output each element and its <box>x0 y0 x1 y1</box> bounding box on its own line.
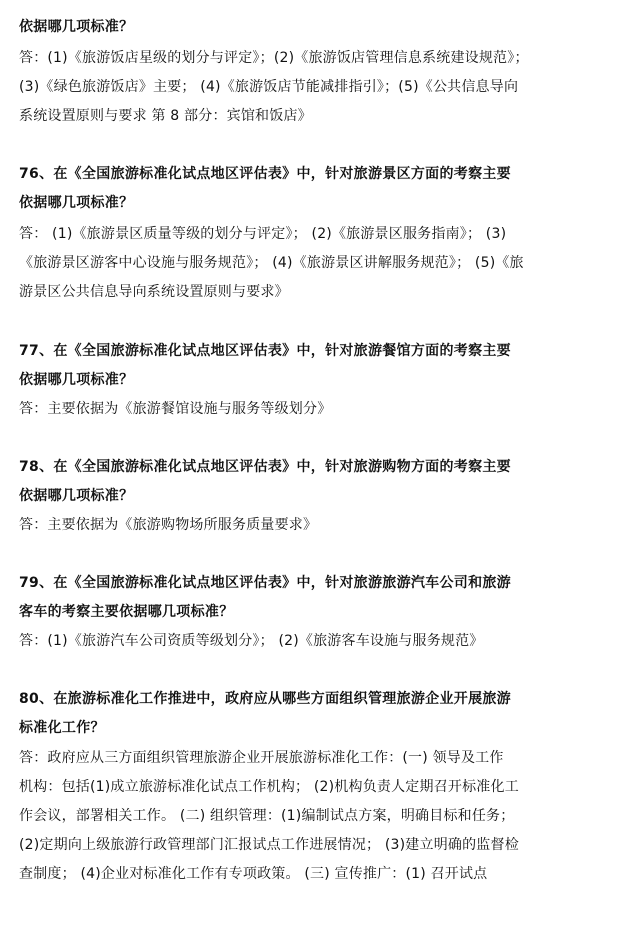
q76-question-line-2: 依据哪几项标准？ <box>19 195 134 211</box>
q77-question-line-1: 77、在《全国旅游标准化试点地区评估表》中，针对旅游餐馆方面的考察主要 <box>19 343 511 359</box>
q77-question-line-2: 依据哪几项标准？ <box>19 372 134 388</box>
q75-answer-line-1: 答：(1)《旅游饭店星级的划分与评定》；(2)《旅游饭店管理信息系统建设规范》； <box>19 50 529 66</box>
q80-answer-line-5: 查制度； (4)企业对标准化工作有专项政策。 (三) 宣传推广：(1) 召开试点 <box>19 866 488 882</box>
q78-question-line-2: 依据哪几项标准？ <box>19 488 134 504</box>
q75-answer-line-2: (3)《绿色旅游饭店》主要； (4)《旅游饭店节能减排指引》；(5)《公共信息导向 <box>19 79 519 95</box>
q80-answer-line-3: 作会议，部署相关工作。 (二) 组织管理：(1)编制试点方案，明确目标和任务； <box>19 808 515 824</box>
q78-question-line-1: 78、在《全国旅游标准化试点地区评估表》中，针对旅游购物方面的考察主要 <box>19 459 511 475</box>
q78-answer-line-1: 答：主要依据为《旅游购物场所服务质量要求》 <box>19 517 318 533</box>
q75-question-tail: 依据哪几项标准？ <box>19 19 134 35</box>
q80-question-line-2: 标准化工作？ <box>19 720 105 736</box>
q76-question-line-1: 76、在《全国旅游标准化试点地区评估表》中，针对旅游景区方面的考察主要 <box>19 166 511 182</box>
q79-answer-line-1: 答：(1)《旅游汽车公司资质等级划分》； (2)《旅游客车设施与服务规范》 <box>19 633 484 649</box>
q80-question-line-1: 80、在旅游标准化工作推进中，政府应从哪些方面组织管理旅游企业开展旅游 <box>19 691 511 707</box>
q79-question-line-1: 79、在《全国旅游标准化试点地区评估表》中，针对旅游旅游汽车公司和旅游 <box>19 575 511 591</box>
q80-answer-line-2: 机构：包括(1)成立旅游标准化试点工作机构； (2)机构负责人定期召开标准化工 <box>19 779 519 795</box>
q79-question-line-2: 客车的考察主要依据哪几项标准？ <box>19 604 234 620</box>
q80-answer-line-4: (2)定期向上级旅游行政管理部门汇报试点工作进展情况； (3)建立明确的监督检 <box>19 837 519 853</box>
q76-answer-line-2: 《旅游景区游客中心设施与服务规范》； (4)《旅游景区讲解服务规范》； (5)《旅 <box>19 255 524 271</box>
q75-answer-line-3: 系统设置原则与要求 第 8 部分：宾馆和饭店》 <box>19 108 312 124</box>
q76-answer-line-1: 答： (1)《旅游景区质量等级的划分与评定》； (2)《旅游景区服务指南》； (3) <box>19 226 507 242</box>
q77-answer-line-1: 答：主要依据为《旅游餐馆设施与服务等级划分》 <box>19 401 332 417</box>
q80-answer-line-1: 答：政府应从三方面组织管理旅游企业开展旅游标准化工作：(一) 领导及工作 <box>19 750 504 766</box>
q76-answer-line-3: 游景区公共信息导向系统设置原则与要求》 <box>19 284 289 300</box>
